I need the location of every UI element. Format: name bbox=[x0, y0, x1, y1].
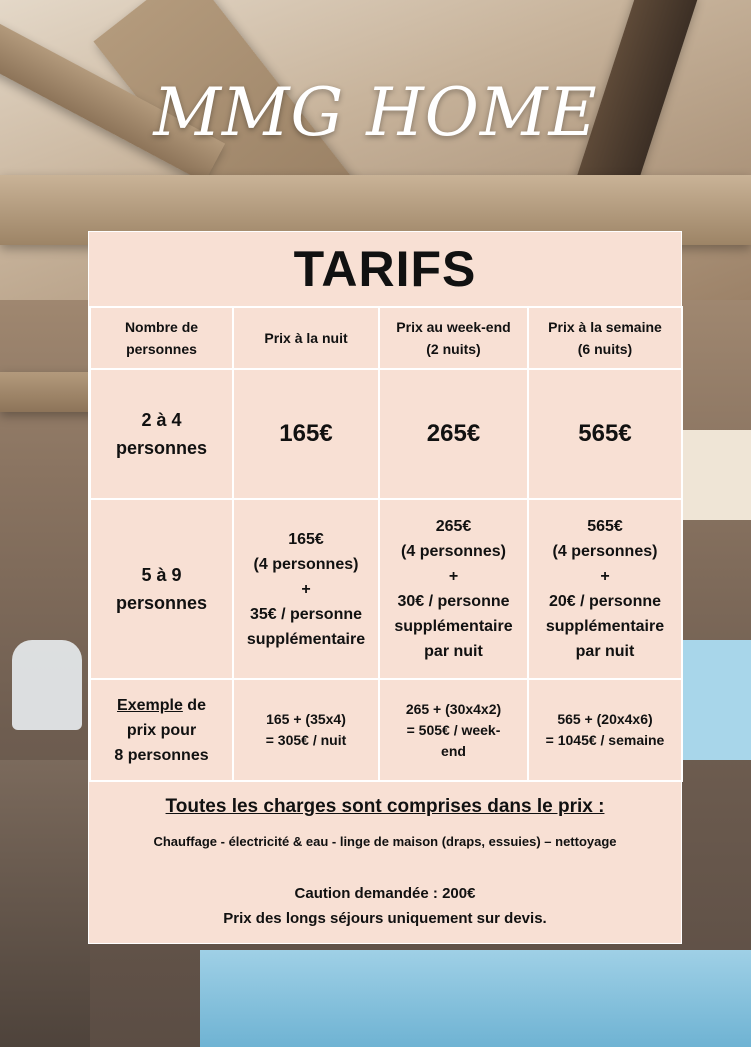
page-title: TARIFS bbox=[293, 241, 477, 297]
price-night-extra: 165€ (4 personnes) + 35€ / personne supplémentaire bbox=[233, 499, 379, 679]
price-night: 165€ bbox=[233, 369, 379, 499]
table-row bbox=[90, 679, 682, 781]
row-label-5-9: 5 à 9 personnes bbox=[90, 499, 233, 679]
table-row bbox=[90, 369, 682, 499]
long-stay-note: Prix des longs séjours uniquement sur devis. bbox=[223, 910, 547, 927]
header-persons: Nombre de personnes bbox=[90, 307, 233, 369]
row-label-example: Exemple de prix pour 8 personnes bbox=[90, 679, 233, 781]
price-weekend-extra: 265€ (4 personnes) + 30€ / personne supplémentaire par nuit bbox=[379, 499, 528, 679]
header-week: Prix à la semaine (6 nuits) bbox=[528, 307, 682, 369]
brand-title: MMG HOME bbox=[153, 74, 598, 151]
example-night: 165 + (35x4) = 305€ / nuit bbox=[233, 679, 379, 781]
charges-heading: Toutes les charges sont comprises dans le prix : bbox=[165, 796, 605, 817]
tariff-table bbox=[89, 306, 683, 782]
price-week-extra: 565€ (4 personnes) + 20€ / personne supplémentaire par nuit bbox=[528, 499, 682, 679]
example-week: 565 + (20x4x6) = 1045€ / semaine bbox=[528, 679, 682, 781]
footer-notes bbox=[89, 796, 681, 927]
charges-list: Chauffage - électricité & eau - linge de maison (draps, essuies) – nettoyage bbox=[153, 834, 617, 849]
price-week: 565€ bbox=[528, 369, 682, 499]
table-row bbox=[90, 499, 682, 679]
example-weekend: 265 + (30x4x2) = 505€ / week- end bbox=[379, 679, 528, 781]
deposit-note: Caution demandée : 200€ bbox=[294, 885, 476, 902]
price-weekend: 265€ bbox=[379, 369, 528, 499]
header-weekend: Prix au week-end (2 nuits) bbox=[379, 307, 528, 369]
example-word: Exemple bbox=[117, 696, 183, 714]
row-label-2-4: 2 à 4 personnes bbox=[90, 369, 233, 499]
header-night: Prix à la nuit bbox=[233, 307, 379, 369]
table-header-row bbox=[90, 307, 682, 369]
tariff-card bbox=[88, 231, 682, 944]
